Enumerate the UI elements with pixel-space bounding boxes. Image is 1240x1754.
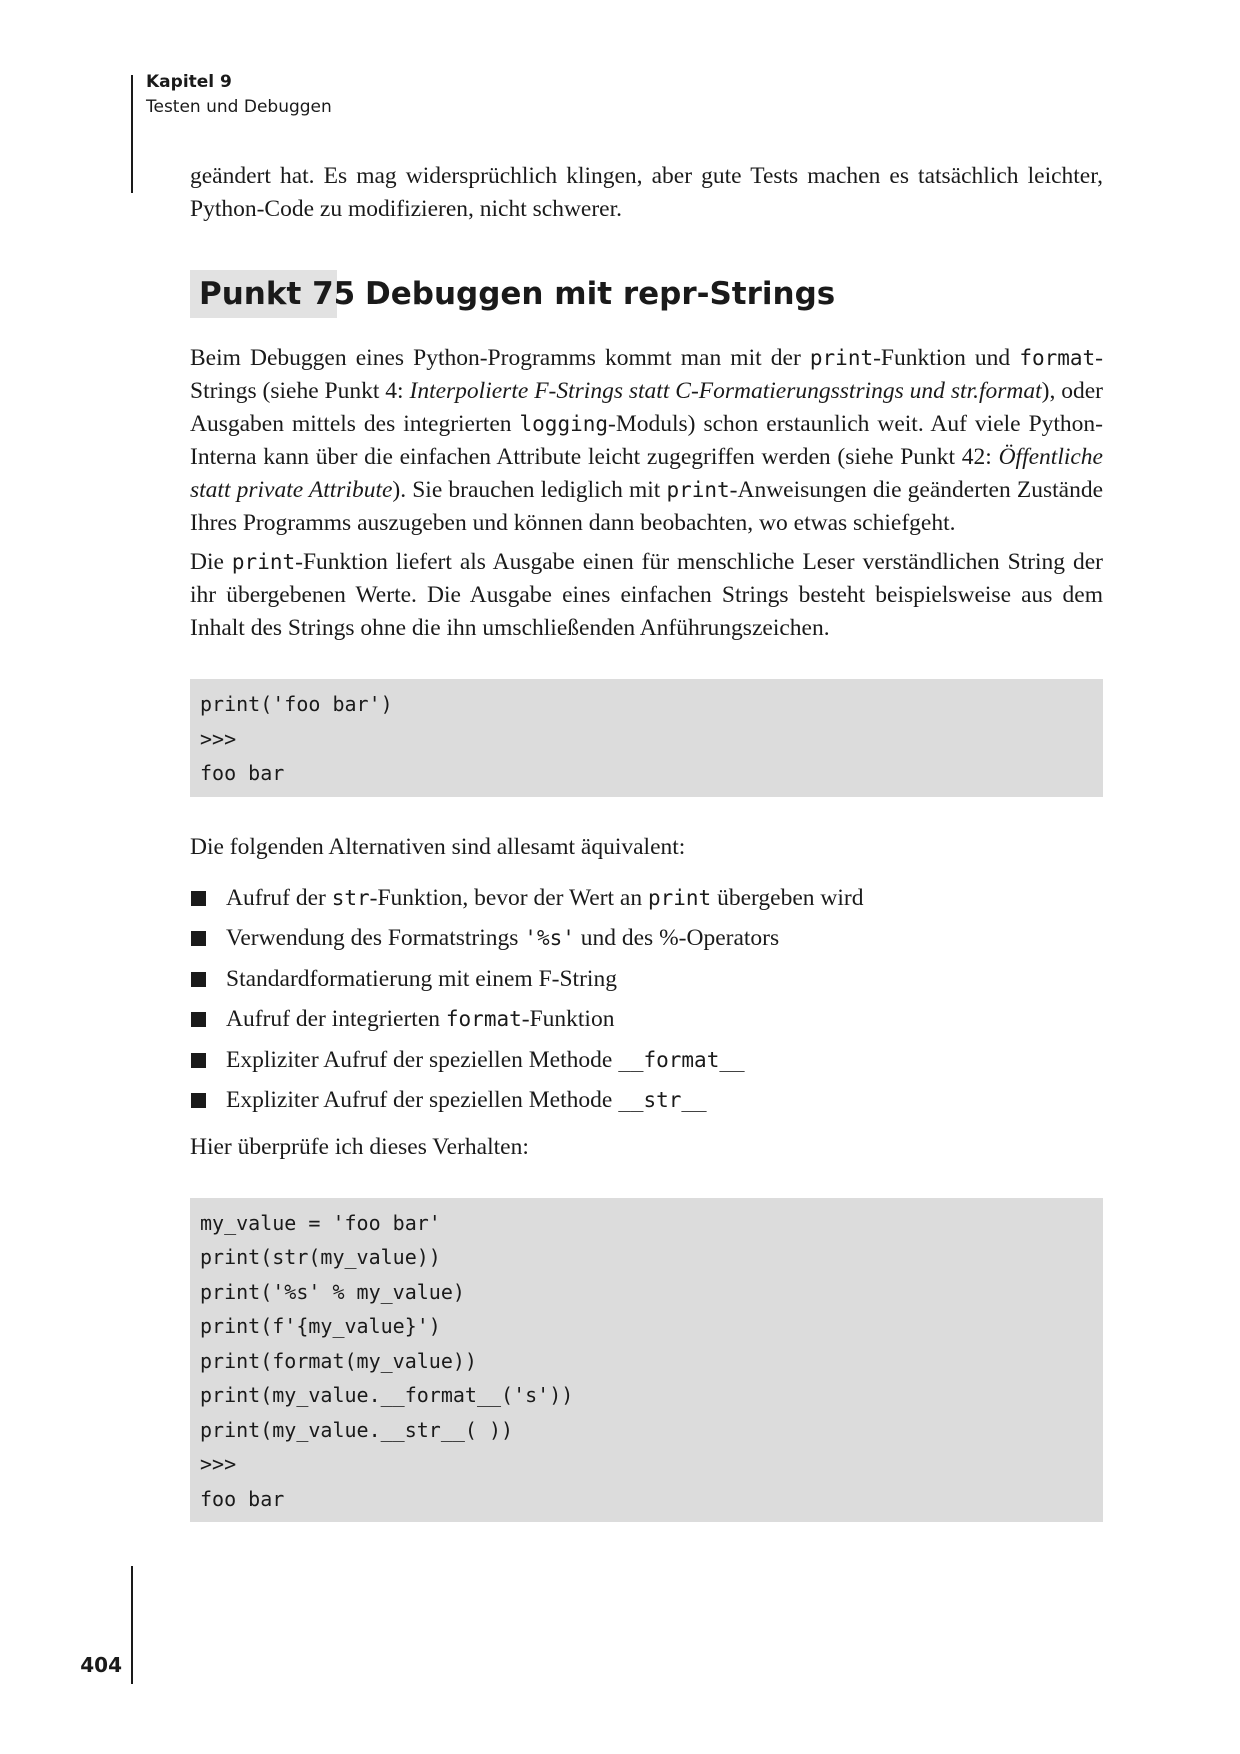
paragraph-3: Die folgenden Alternativen sind allesamt äquivalent: <box>190 833 686 860</box>
inline-code: print <box>231 550 296 574</box>
text-run: Expliziter Aufruf der speziellen Methode <box>226 1087 619 1113</box>
text-run: -Funktion liefert als Ausgabe einen für menschliche Leser verständlichen String der ihr übergebenen Werte. Die Ausgabe eines einfachen Strings besteht beispielsweise aus dem Inhalt des Strings ohne die ihn umschließenden Anführungszeichen. <box>190 549 1104 641</box>
margin-rule-bottom <box>131 1566 133 1684</box>
text-run: übergeben wird <box>711 884 864 911</box>
list-item <box>190 959 1103 1000</box>
margin-rule-top <box>131 75 133 193</box>
page-body <box>190 160 1103 1556</box>
list-item <box>190 1040 1103 1081</box>
square-bullet-icon <box>191 1093 206 1108</box>
square-bullet-icon <box>191 931 206 946</box>
text-run: ), oder Ausgaben mittels des integrierten <box>190 378 1103 437</box>
intro-paragraph: geändert hat. Es mag widersprüchlich klingen, aber gute Tests machen es tatsächlich leichter, Python-Code zu modifizieren, nicht schwerer. <box>190 163 1103 222</box>
inline-code: print <box>809 346 874 370</box>
code-line: print(my_value.__format__('s')) <box>200 1383 574 1407</box>
list-item <box>190 1080 1103 1121</box>
text-run: -Funktion <box>521 1006 615 1032</box>
paragraph-2 <box>190 546 1103 645</box>
text-run: Die <box>190 549 232 575</box>
square-bullet-icon <box>191 1053 206 1068</box>
text-run: -Moduls) schon erstaunlich weit. Auf viele Python-Interna kann über die einfachen Attribute leicht zugegriffen werden (siehe Punkt 42: <box>190 411 1103 470</box>
code-line: print(str(my_value)) <box>200 1245 441 1269</box>
list-item <box>190 918 1103 959</box>
text-run: ). Sie brauchen lediglich mit <box>392 477 667 503</box>
text-run: Expliziter Aufruf der speziellen Methode <box>226 1046 619 1073</box>
list-item <box>190 999 1103 1040</box>
text-run: -Anweisungen die geänderten Zustände Ihres Programms auszugeben und können dann beobachten, wo etwas schiefgeht. <box>190 477 1103 536</box>
chapter-title: Testen und Debuggen <box>146 97 332 117</box>
cross-reference: Öffentliche statt private Attribute <box>190 444 1103 503</box>
code-line: print('foo bar') <box>200 692 393 716</box>
code-line: >>> <box>200 726 237 751</box>
code-line: print(f'{my_value}') <box>200 1314 441 1338</box>
text-run: Aufruf der <box>226 884 332 911</box>
inline-code: print <box>666 478 730 502</box>
list-item <box>190 878 1103 919</box>
inline-code: logging <box>519 412 609 436</box>
inline-code: '%s' <box>524 926 575 950</box>
chapter-label: Kapitel 9 <box>146 72 232 92</box>
square-bullet-icon <box>191 1012 206 1027</box>
text-run: Aufruf der integrierten <box>226 1006 446 1032</box>
inline-code: __str__ <box>618 1088 707 1112</box>
code-line: print('%s' % my_value) <box>200 1279 465 1304</box>
running-head <box>146 70 332 120</box>
section-number: Punkt 75 <box>190 270 337 318</box>
text-run: Beim Debuggen eines Python-Programms kommt man mit der <box>190 345 810 371</box>
alternatives-list <box>190 878 1103 1121</box>
square-bullet-icon <box>191 972 206 987</box>
inline-code: format <box>445 1007 522 1031</box>
code-line: foo bar <box>200 761 285 785</box>
section-title: Debuggen mit repr-Strings <box>365 276 836 312</box>
square-bullet-icon <box>191 891 206 906</box>
code-line: print(format(my_value)) <box>200 1348 477 1373</box>
paragraph-1 <box>190 342 1103 540</box>
text-run: und des %-Operators <box>574 925 780 951</box>
section-heading <box>190 270 1103 318</box>
inline-code: print <box>647 885 712 910</box>
paragraph-4: Hier überprüfe ich dieses Verhalten: <box>190 1133 529 1160</box>
code-block-2 <box>190 1198 1103 1523</box>
text-run: -Funktion und <box>873 345 1020 371</box>
inline-code: str <box>331 885 370 910</box>
text-run: -Funktion, bevor der Wert an <box>369 884 648 911</box>
inline-code: __format__ <box>618 1047 745 1072</box>
code-block-1 <box>190 679 1103 797</box>
code-line: foo bar <box>200 1486 285 1511</box>
code-line: print(my_value.__str__( )) <box>200 1417 514 1442</box>
text-run: -Strings (siehe Punkt 4: <box>190 345 1103 404</box>
cross-reference: Interpolierte F-Strings statt C-Formatierungsstrings und str.format <box>409 378 1042 404</box>
code-line: my_value = 'foo bar' <box>200 1210 441 1235</box>
text-run: Verwendung des Formatstrings <box>226 925 525 951</box>
text-run: Standardformatierung mit einem F-String <box>226 965 617 992</box>
inline-code: format <box>1019 346 1096 370</box>
page-number: 404 <box>80 1653 122 1677</box>
code-line: >>> <box>200 1452 237 1476</box>
